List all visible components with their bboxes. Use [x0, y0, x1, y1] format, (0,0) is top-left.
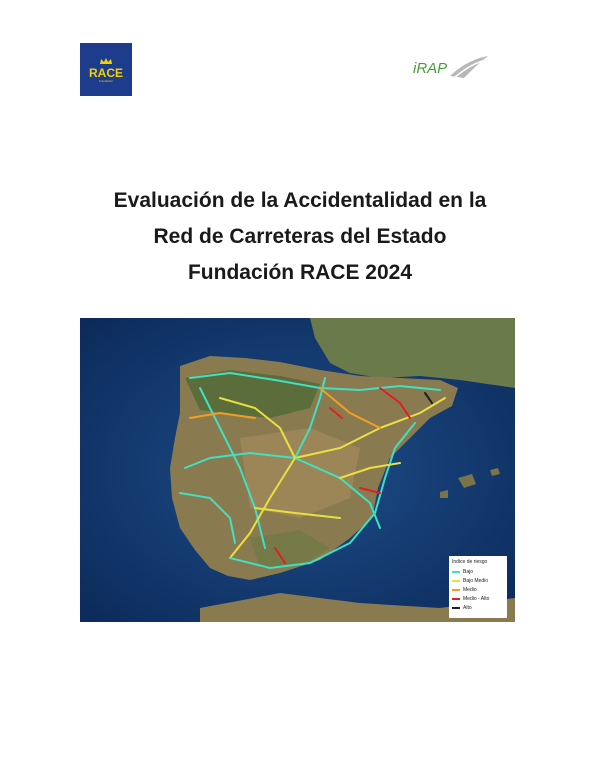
title-line-1: Evaluación de la Accidentalidad en la — [113, 189, 487, 212]
map-legend — [449, 556, 507, 618]
road-risk-map — [80, 318, 515, 622]
title-line-3: Fundación RACE 2024 — [187, 261, 413, 284]
document-title — [0, 183, 600, 291]
legend-swatch — [452, 571, 460, 573]
legend-swatch — [452, 589, 460, 591]
legend-label: Alto — [463, 604, 472, 611]
title-line-2: Red de Carreteras del Estado — [153, 225, 447, 248]
legend-label: Bajo — [463, 568, 474, 575]
race-logo-sub: Fundación — [98, 78, 113, 83]
legend-item — [452, 576, 504, 585]
race-logo — [80, 43, 132, 96]
legend-item — [452, 603, 504, 612]
legend-item — [452, 585, 504, 594]
legend-item — [452, 594, 504, 603]
legend-label: Bajo Medio — [463, 577, 489, 584]
legend-title: Indice de riesgo — [452, 559, 488, 565]
crown-icon — [99, 57, 113, 65]
legend-label: Medio - Alto — [463, 595, 490, 602]
legend-item — [452, 567, 504, 576]
legend-label: Medio — [463, 586, 477, 593]
legend-swatch — [452, 607, 460, 609]
race-logo-word: RACE — [88, 65, 123, 80]
legend-swatch — [452, 580, 460, 582]
irap-logo-text: iRAP — [413, 60, 448, 77]
legend-swatch — [452, 598, 460, 600]
irap-logo — [410, 50, 490, 84]
